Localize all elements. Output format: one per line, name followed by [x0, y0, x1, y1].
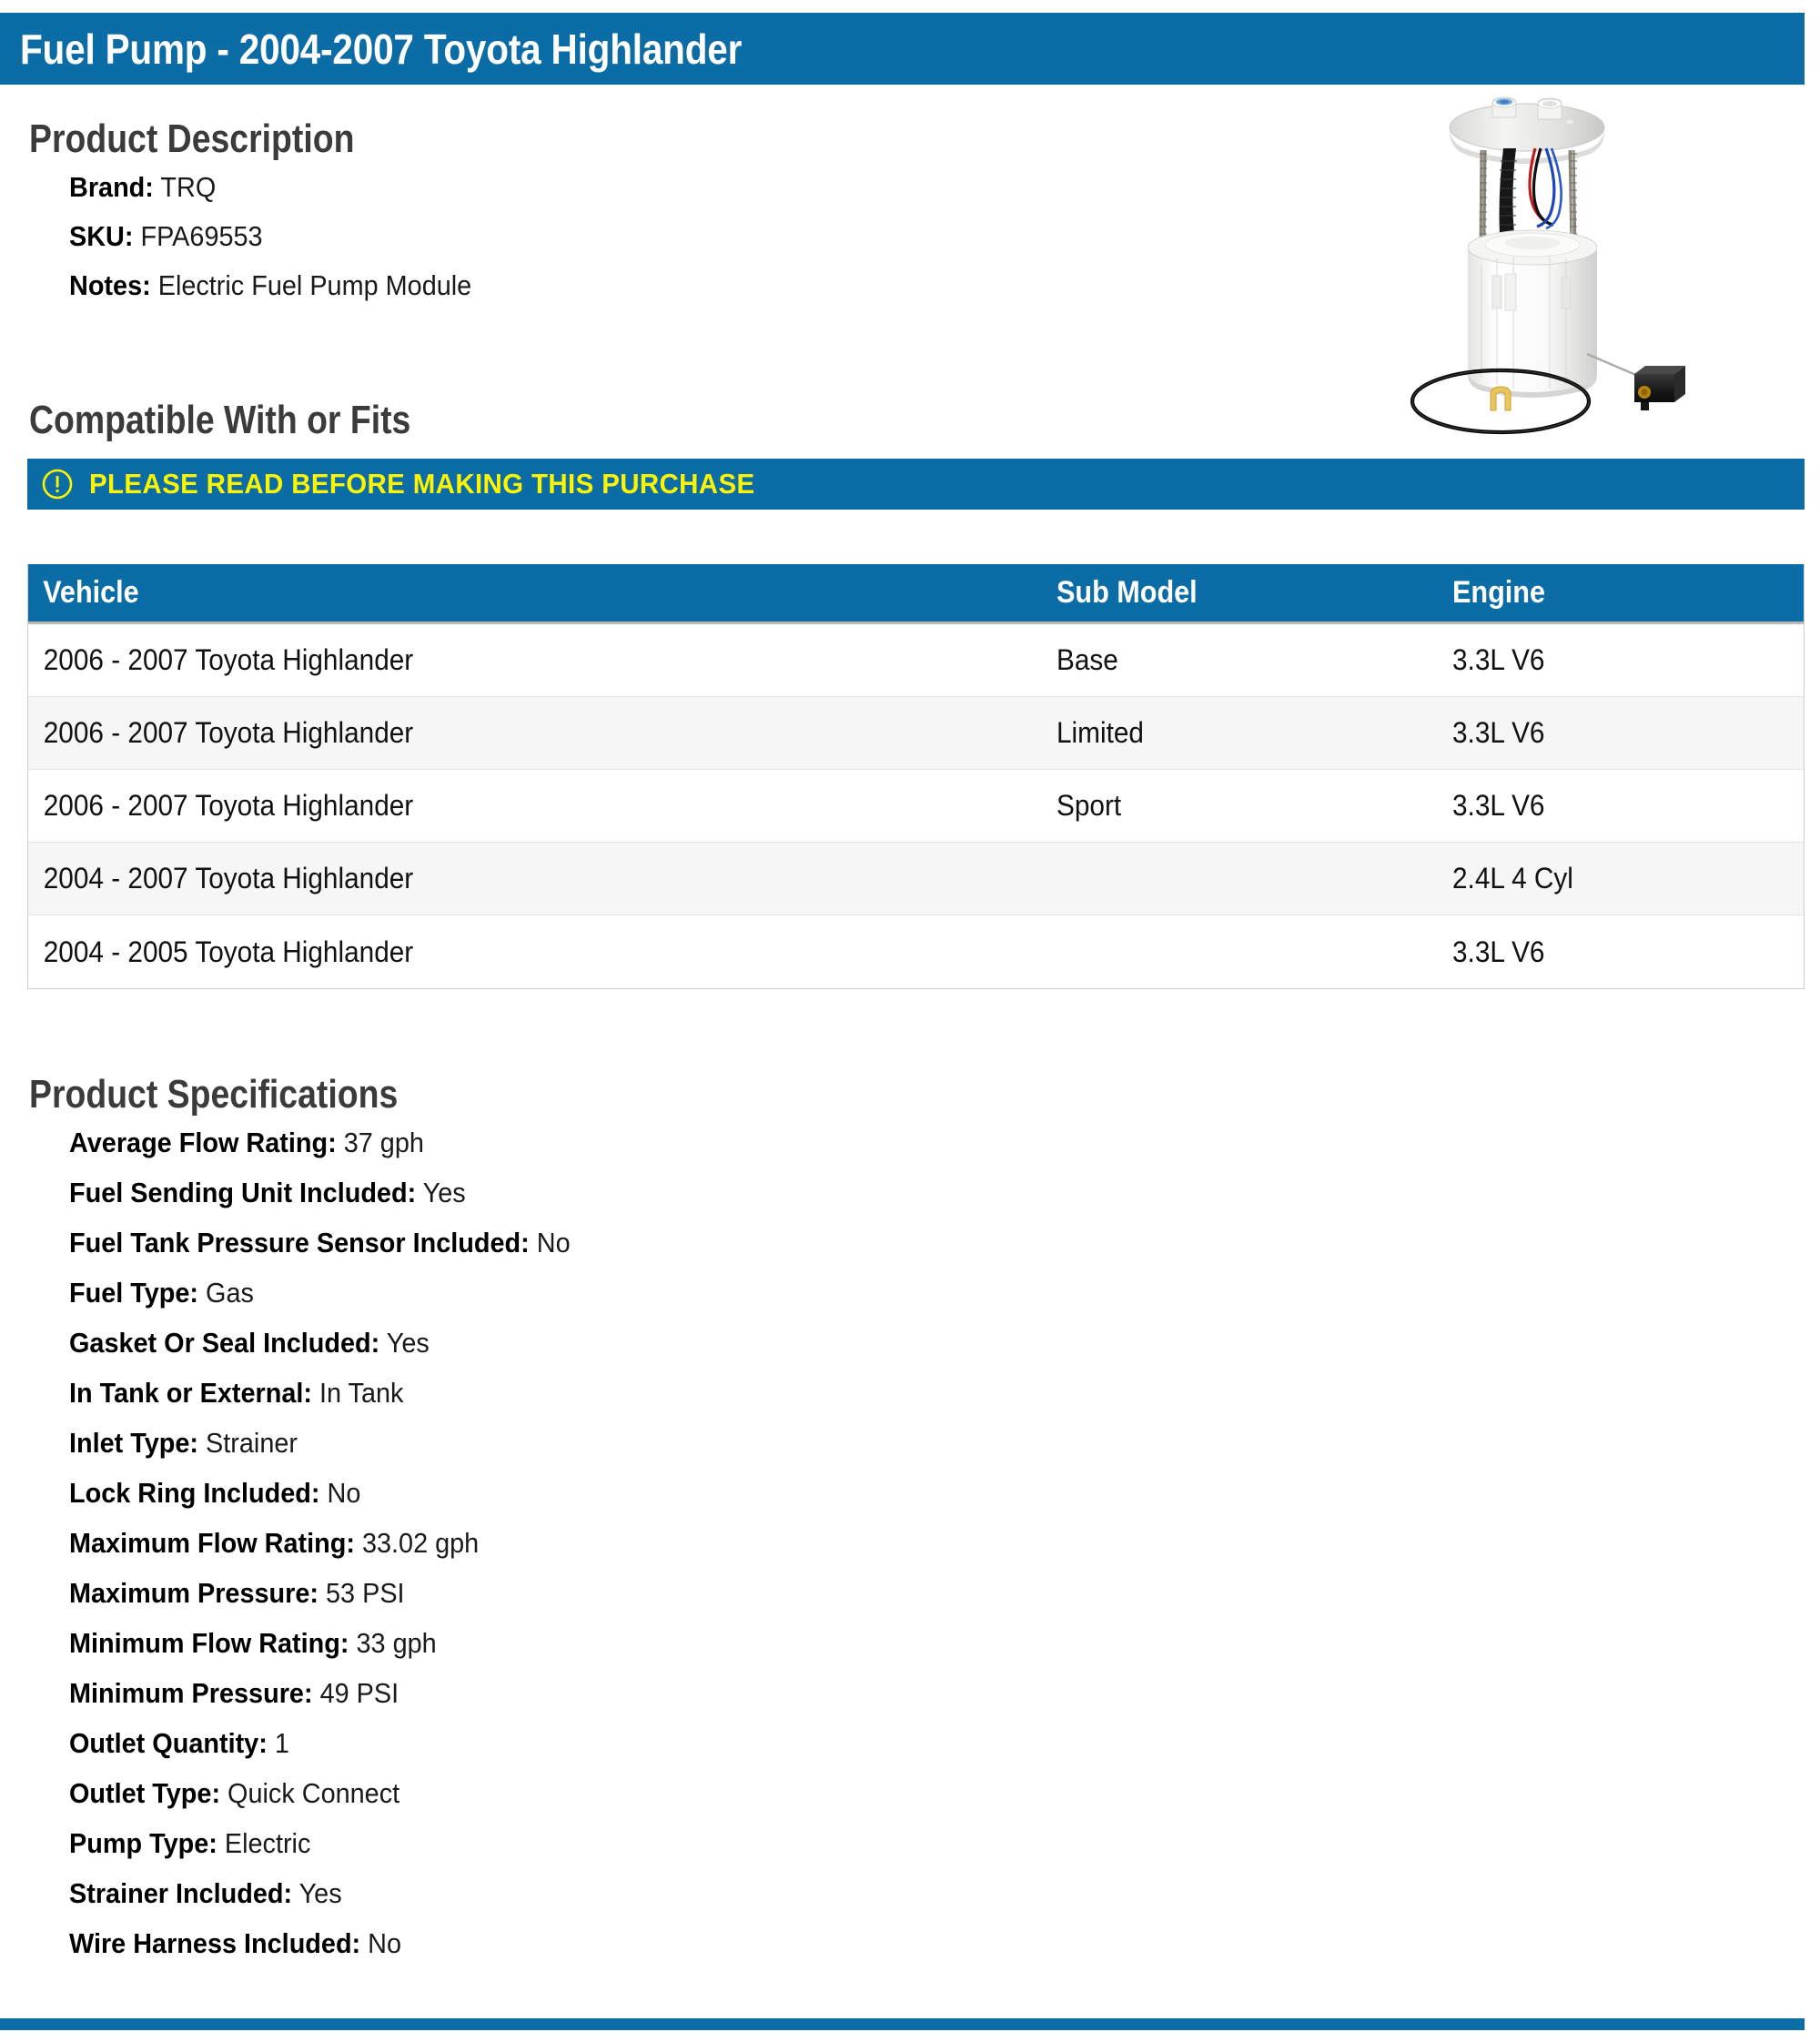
- cell-engine: 3.3L V6: [1452, 716, 1545, 749]
- specification-item-value: 33 gph: [349, 1627, 437, 1659]
- specification-item-label: Maximum Pressure:: [69, 1577, 319, 1609]
- table-row: [28, 770, 1804, 843]
- product-photo: [1349, 85, 1713, 449]
- specification-item-row: [69, 1327, 430, 1360]
- specification-item-label: Inlet Type:: [69, 1427, 199, 1459]
- cell-sub-model: Limited: [1057, 716, 1144, 749]
- specification-item-value: 1: [267, 1727, 289, 1759]
- specification-item-value: No: [529, 1227, 571, 1259]
- column-header-sub-model: Sub Model: [1057, 575, 1198, 610]
- table-row: [28, 843, 1804, 915]
- page-title: Fuel Pump - 2004-2007 Toyota Highlander: [20, 25, 743, 73]
- product-description-item-row: [69, 269, 471, 302]
- specification-item-value: 49 PSI: [312, 1677, 399, 1709]
- product-description-item-row: [69, 220, 263, 253]
- cell-sub-model: Sport: [1057, 789, 1122, 822]
- specification-item-label: Maximum Flow Rating:: [69, 1527, 355, 1559]
- table-row: [28, 915, 1804, 988]
- specification-item-label: Outlet Quantity:: [69, 1727, 268, 1759]
- column-header-engine: Engine: [1452, 575, 1546, 610]
- specification-item-value: No: [319, 1477, 361, 1509]
- specification-item-value: Gas: [198, 1277, 254, 1309]
- specification-item-row: [69, 1127, 424, 1159]
- cell-vehicle: 2006 - 2007 Toyota Highlander: [43, 716, 414, 749]
- specification-item-value: In Tank: [312, 1377, 404, 1409]
- specification-item-row: [69, 1627, 437, 1660]
- fitment-table-body: [28, 624, 1804, 988]
- specification-item-row: [69, 1377, 403, 1410]
- specification-item-value: Yes: [416, 1177, 466, 1208]
- specification-item-value: No: [360, 1927, 402, 1959]
- specification-item-row: [69, 1877, 342, 1910]
- compatibility-heading: Compatible With or Fits: [29, 398, 411, 442]
- specification-item-label: Minimum Flow Rating:: [69, 1627, 349, 1659]
- product-specifications-heading: Product Specifications: [29, 1072, 399, 1117]
- cell-vehicle: 2004 - 2005 Toyota Highlander: [43, 935, 414, 968]
- specification-item-row: [69, 1827, 310, 1860]
- product-description-item-value: FPA69553: [133, 220, 263, 252]
- product-description-heading: Product Description: [29, 116, 355, 161]
- cell-engine: 2.4L 4 Cyl: [1452, 862, 1573, 895]
- specification-item-label: Strainer Included:: [69, 1877, 293, 1909]
- specification-item-value: Quick Connect: [220, 1777, 400, 1809]
- specification-item-label: Minimum Pressure:: [69, 1677, 313, 1709]
- fitment-table: [27, 564, 1805, 989]
- specification-item-row: [69, 1427, 298, 1460]
- specification-item-label: Lock Ring Included:: [69, 1477, 320, 1509]
- specification-item-row: [69, 1477, 360, 1510]
- specification-item-row: [69, 1527, 479, 1560]
- specification-item-row: [69, 1727, 289, 1760]
- specification-item-label: Fuel Tank Pressure Sensor Included:: [69, 1227, 530, 1259]
- specification-item-label: Outlet Type:: [69, 1777, 221, 1809]
- specification-item-label: Pump Type:: [69, 1827, 217, 1859]
- specification-item-row: [69, 1927, 401, 1960]
- alert-circle-icon: [42, 469, 73, 500]
- specification-item-label: Average Flow Rating:: [69, 1127, 337, 1158]
- specification-item-value: Yes: [292, 1877, 342, 1909]
- cell-engine: 3.3L V6: [1452, 789, 1545, 822]
- cell-engine: 3.3L V6: [1452, 935, 1545, 968]
- footer-accent-bar: [0, 2018, 1805, 2030]
- product-description-item-label: Notes:: [69, 269, 151, 301]
- specification-item-row: [69, 1577, 405, 1610]
- product-description-item-row: [69, 171, 216, 204]
- specification-item-value: 33.02 gph: [354, 1527, 480, 1559]
- specification-item-row: [69, 1777, 399, 1810]
- specification-item-label: Gasket Or Seal Included:: [69, 1327, 380, 1359]
- cell-sub-model: Base: [1057, 643, 1118, 676]
- specification-item-label: Fuel Type:: [69, 1277, 199, 1309]
- product-description-item-value: Electric Fuel Pump Module: [150, 269, 472, 301]
- specification-item-value: Electric: [217, 1827, 311, 1859]
- specification-item-row: [69, 1177, 466, 1209]
- specification-item-value: Yes: [379, 1327, 430, 1359]
- fitment-table-header: [28, 564, 1804, 624]
- table-row: [28, 697, 1804, 770]
- purchase-warning-text: PLEASE READ BEFORE MAKING THIS PURCHASE: [89, 468, 755, 500]
- specification-item-row: [69, 1227, 571, 1259]
- product-description-item-label: Brand:: [69, 171, 154, 203]
- specification-item-row: [69, 1277, 254, 1309]
- specification-item-label: In Tank or External:: [69, 1377, 313, 1409]
- product-description-item-label: SKU:: [69, 220, 134, 252]
- page-title-bar: [0, 13, 1805, 85]
- table-row: [28, 624, 1804, 697]
- cell-vehicle: 2006 - 2007 Toyota Highlander: [43, 789, 414, 822]
- purchase-warning-banner: [27, 459, 1805, 510]
- cell-vehicle: 2004 - 2007 Toyota Highlander: [43, 862, 414, 895]
- specification-item-value: 53 PSI: [318, 1577, 405, 1609]
- cell-engine: 3.3L V6: [1452, 643, 1545, 676]
- specification-item-row: [69, 1677, 399, 1710]
- column-header-vehicle: Vehicle: [43, 575, 139, 610]
- specification-item-label: Wire Harness Included:: [69, 1927, 361, 1959]
- specification-item-value: Strainer: [198, 1427, 298, 1459]
- cell-vehicle: 2006 - 2007 Toyota Highlander: [43, 643, 414, 676]
- specification-item-value: 37 gph: [336, 1127, 424, 1158]
- specification-item-label: Fuel Sending Unit Included:: [69, 1177, 417, 1208]
- product-description-item-value: TRQ: [153, 171, 217, 203]
